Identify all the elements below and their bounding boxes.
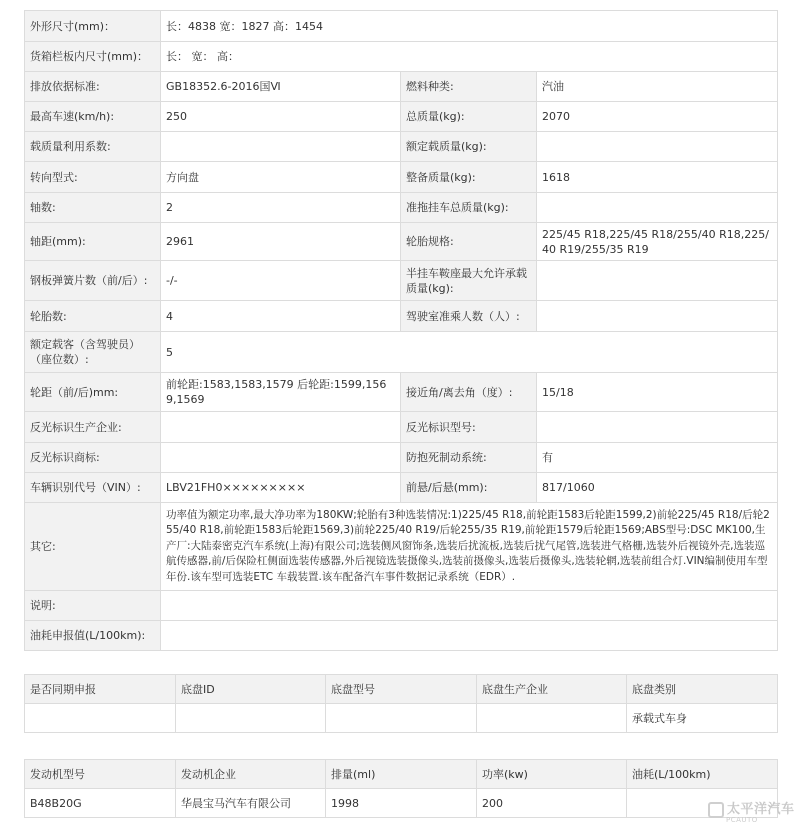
abs-value: 有	[537, 443, 778, 473]
tire-spec-label: 轮胎规格:	[401, 223, 537, 261]
tire-count-value: 4	[161, 301, 401, 332]
chassis-table	[24, 674, 778, 733]
engine-cell-maker: 华晨宝马汽车有限公司	[176, 789, 326, 818]
cargo-size-value: 长： 宽： 高：	[161, 42, 778, 72]
reflector-brand-label: 反光标识商标:	[25, 443, 161, 473]
chassis-cell-type: 承载式车身	[627, 704, 778, 733]
tire-count-label: 轮胎数:	[25, 301, 161, 332]
note-value	[161, 591, 778, 621]
wheelbase-label: 轴距(mm):	[25, 223, 161, 261]
watermark-text: 太平洋汽车	[727, 802, 795, 817]
curb-mass-label: 整备质量(kg):	[401, 162, 537, 193]
total-mass-label: 总质量(kg):	[401, 102, 537, 132]
chassis-header-id: 底盘ID	[176, 675, 326, 704]
emission-label: 排放依据标准:	[25, 72, 161, 102]
fuel-consumption-value	[161, 621, 778, 651]
spec-table	[24, 10, 778, 651]
note-label: 说明:	[25, 591, 161, 621]
overhang-value: 817/1060	[537, 473, 778, 503]
abs-label: 防抱死制动系统:	[401, 443, 537, 473]
cab-passengers-value	[537, 301, 778, 332]
fuel-label: 燃料种类:	[401, 72, 537, 102]
axles-value: 2	[161, 193, 401, 223]
steering-label: 转向型式:	[25, 162, 161, 193]
outer-size-label: 外形尺寸(mm)：	[25, 11, 161, 42]
steering-value: 方向盘	[161, 162, 401, 193]
engine-cell-model: B48B20G	[25, 789, 176, 818]
load-util-label: 载质量利用系数:	[25, 132, 161, 162]
chassis-header-type: 底盘类别	[627, 675, 778, 704]
engine-header-power: 功率(kw)	[477, 760, 627, 789]
fuel-value: 汽油	[537, 72, 778, 102]
load-util-value	[161, 132, 401, 162]
reflector-brand-value	[161, 443, 401, 473]
watermark-sub: PCAUTO	[726, 815, 758, 824]
approach-label: 接近角/离去角（度）:	[401, 373, 537, 412]
rated-load-label: 额定载质量(kg):	[401, 132, 537, 162]
engine-table	[24, 759, 778, 818]
engine-cell-displacement: 1998	[326, 789, 477, 818]
chassis-cell-id	[176, 704, 326, 733]
emission-value: GB18352.6-2016国Ⅵ	[161, 72, 401, 102]
rated-load-value	[537, 132, 778, 162]
track-value: 前轮距:1583,1583,1579 后轮距:1599,1569,1569	[161, 373, 401, 412]
leaf-spring-value: -/-	[161, 261, 401, 301]
seats-label: 额定载客（含驾驶员）（座位数）:	[25, 332, 161, 373]
curb-mass-value: 1618	[537, 162, 778, 193]
reflector-maker-value	[161, 412, 401, 443]
engine-header-maker: 发动机企业	[176, 760, 326, 789]
reflector-maker-label: 反光标识生产企业:	[25, 412, 161, 443]
vin-value: LBV21FH0×××××××××	[161, 473, 401, 503]
overhang-label: 前悬/后悬(mm):	[401, 473, 537, 503]
trailer-mass-value	[537, 193, 778, 223]
chassis-cell-sync	[25, 704, 176, 733]
semi-trailer-value	[537, 261, 778, 301]
trailer-mass-label: 准拖挂车总质量(kg):	[401, 193, 537, 223]
cab-passengers-label: 驾驶室准乘人数（人）:	[401, 301, 537, 332]
other-label: 其它:	[25, 503, 161, 591]
seats-value: 5	[161, 332, 778, 373]
engine-cell-power: 200	[477, 789, 627, 818]
chassis-cell-model	[326, 704, 477, 733]
chassis-header-model: 底盘型号	[326, 675, 477, 704]
axles-label: 轴数:	[25, 193, 161, 223]
engine-header-consumption: 油耗(L/100km)	[627, 760, 778, 789]
wheelbase-value: 2961	[161, 223, 401, 261]
reflector-model-value	[537, 412, 778, 443]
tire-spec-value: 225/45 R18,225/45 R18/255/40 R18,225/40 R19/255/35 R19	[537, 223, 778, 261]
max-speed-value: 250	[161, 102, 401, 132]
engine-header-displacement: 排量(ml)	[326, 760, 477, 789]
track-label: 轮距（前/后)mm:	[25, 373, 161, 412]
watermark	[708, 798, 795, 824]
fuel-consumption-label: 油耗申报值(L/100km):	[25, 621, 161, 651]
other-value: 功率值为额定功率,最大净功率为180KW;轮胎有3种选装情况:1)225/45 R18,前轮距1583后轮距1599,2)前轮225/45 R18/后轮255/40 R18,前轮距1583后轮距1569,3)前轮225/40 R19/后轮255/35 R19,前轮距1579后轮距1569;ABS型号:DSC MK100,生产厂:大陆泰密克汽车系统(上海)有限公司;选装侧风窗饰条,选装后扰流板,选装后扰气尾管,选装进气格栅,选装外后视镜外壳,选装巡航传感器,前/后保险杠侧面选装传感器,外后视镜选装摄像头,选装前摄像头,选装后摄像头,选装轮辋,选装前组合灯.VIN编制使用车型年份.该车型可选装ETC 车载装置.该车配备汽车事件数据记录系统（EDR）.	[161, 503, 778, 591]
total-mass-value: 2070	[537, 102, 778, 132]
pcauto-logo-icon	[708, 802, 724, 818]
chassis-cell-maker	[477, 704, 627, 733]
outer-size-value: 长：4838 宽：1827 高：1454	[161, 11, 778, 42]
leaf-spring-label: 钢板弹簧片数（前/后）:	[25, 261, 161, 301]
engine-header-model: 发动机型号	[25, 760, 176, 789]
approach-value: 15/18	[537, 373, 778, 412]
vin-label: 车辆识别代号（VIN）:	[25, 473, 161, 503]
max-speed-label: 最高车速(km/h):	[25, 102, 161, 132]
chassis-header-sync: 是否同期申报	[25, 675, 176, 704]
chassis-header-maker: 底盘生产企业	[477, 675, 627, 704]
reflector-model-label: 反光标识型号:	[401, 412, 537, 443]
cargo-size-label: 货箱栏板内尺寸(mm)：	[25, 42, 161, 72]
semi-trailer-label: 半挂车鞍座最大允许承载质量(kg):	[401, 261, 537, 301]
